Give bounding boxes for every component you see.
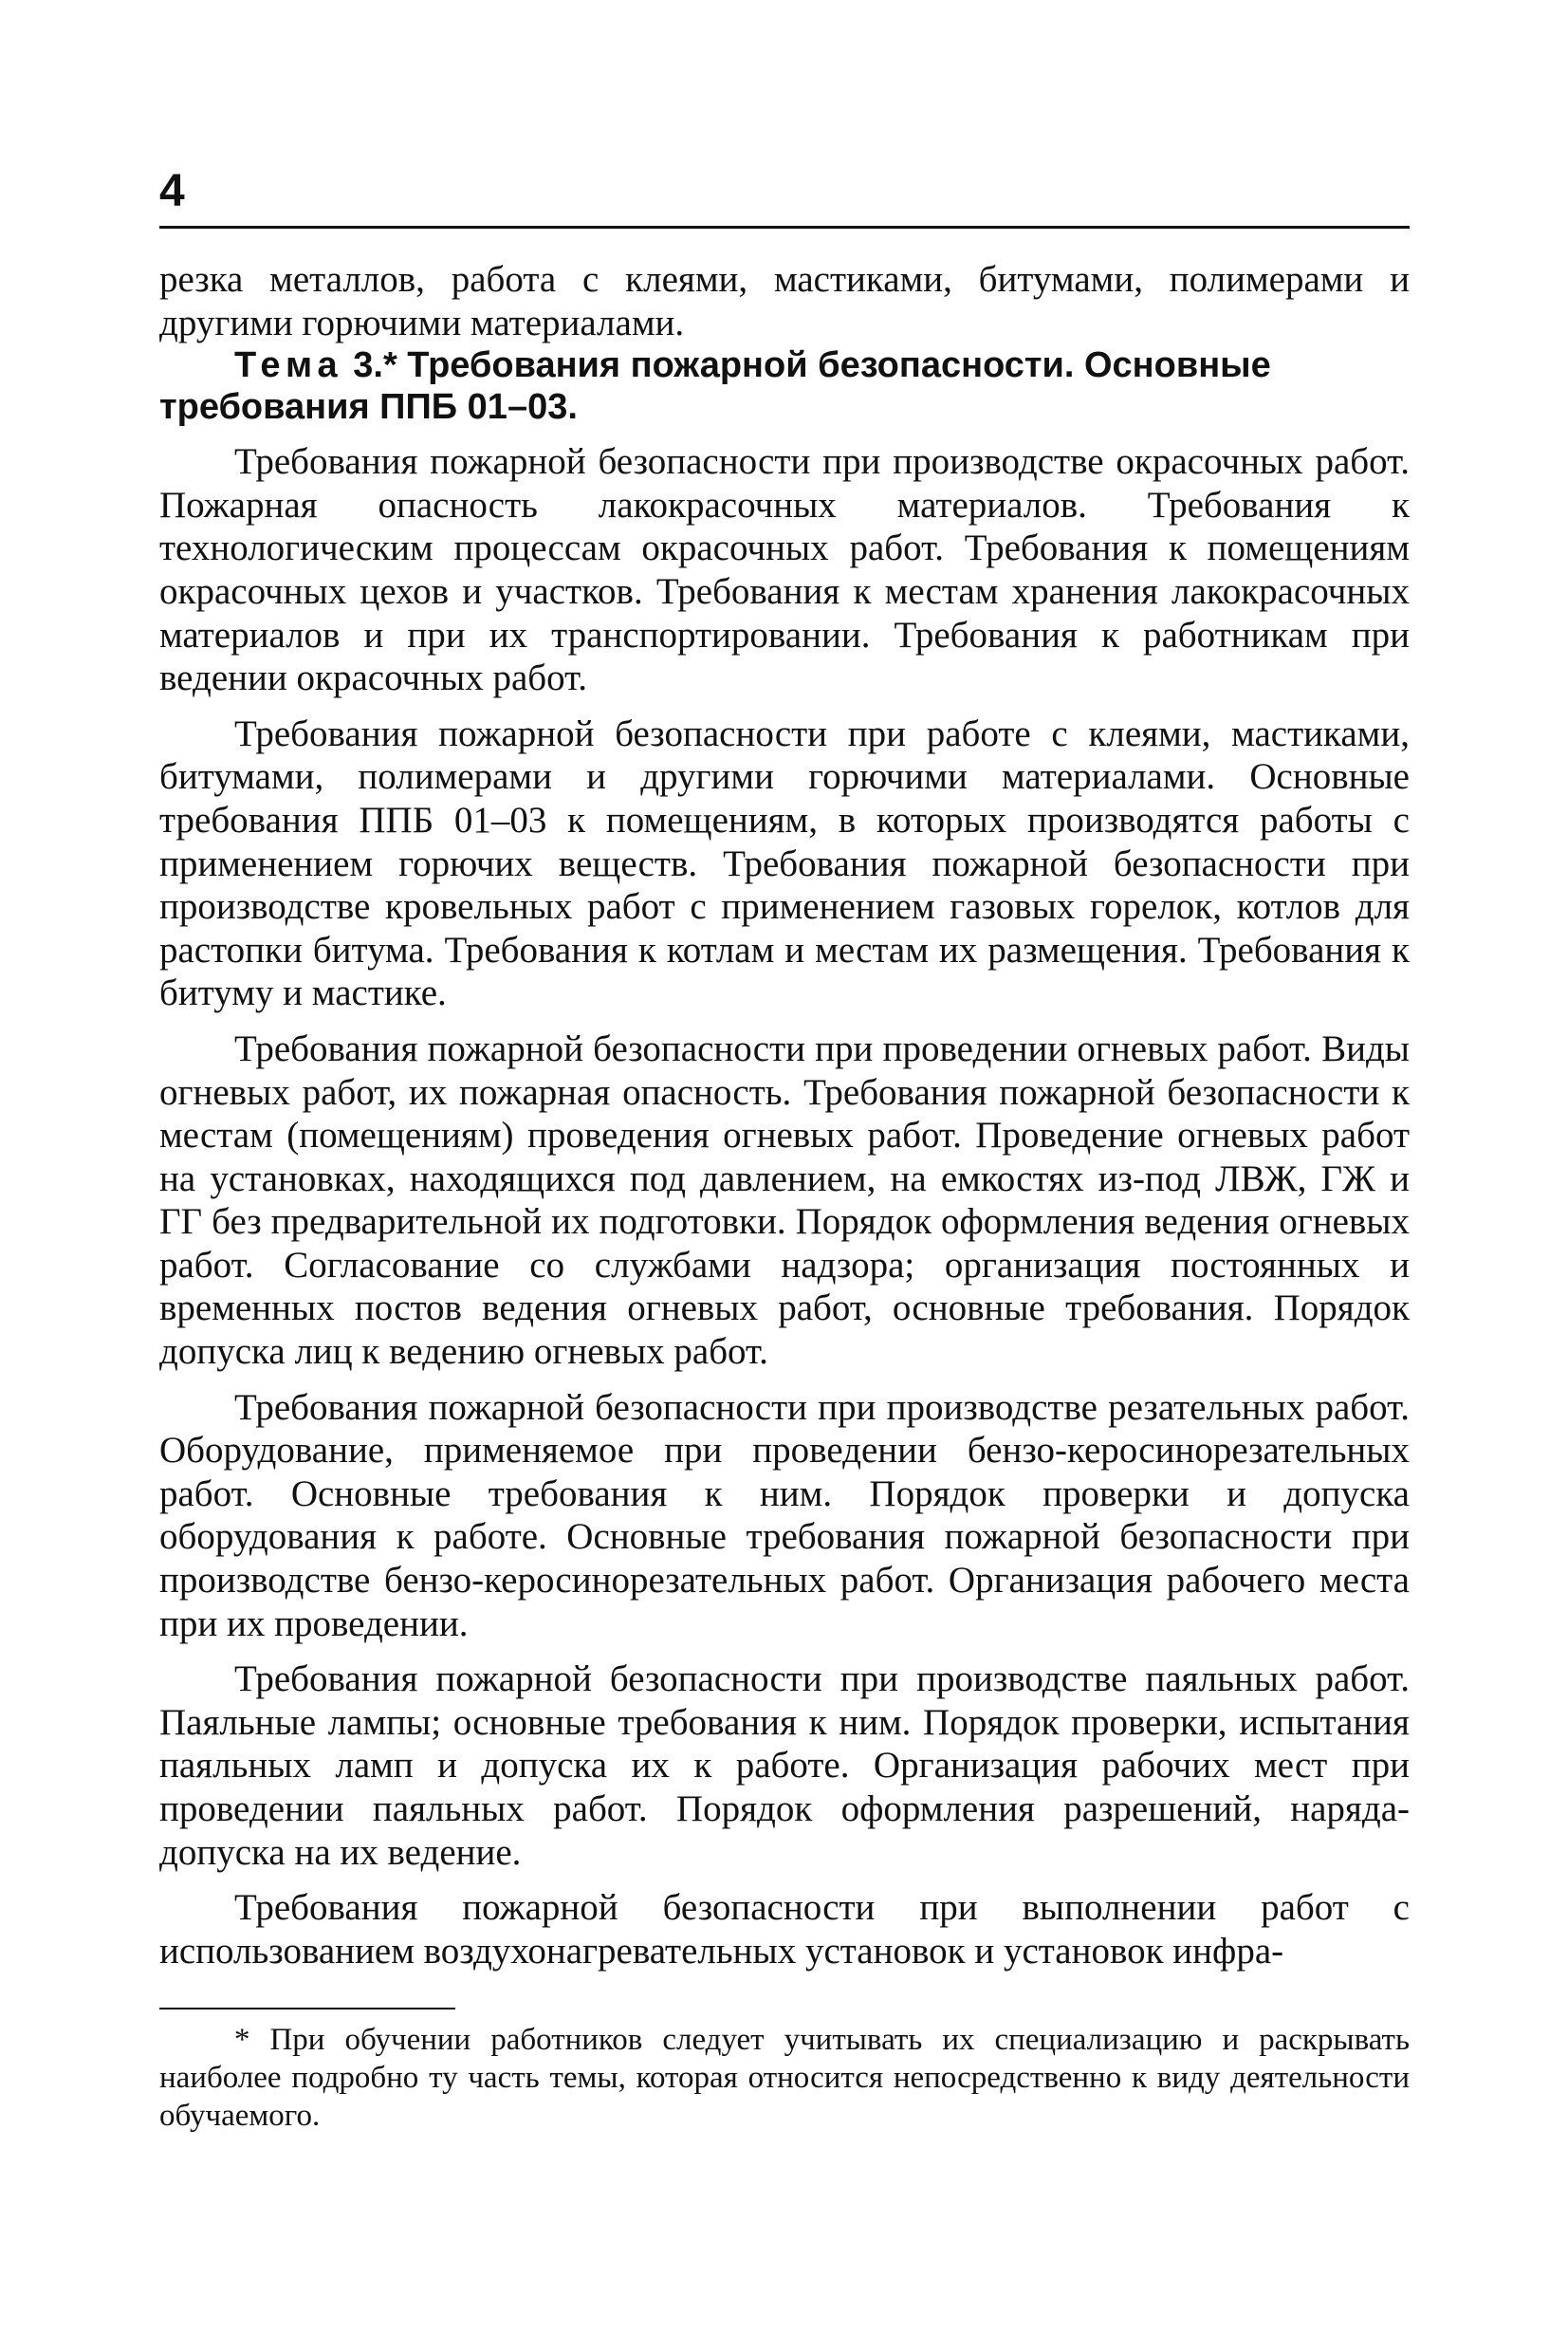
footnote: * При обучении работников следует учитывать их специализацию и раскрывать наиболее подробно ту часть темы, которая относится непосредственно к виду деятельности обучаемого. [159, 2023, 1410, 2133]
paragraph-adhesives-bitumen: Требования пожарной безопасности при работе с клеями, мастиками, битумами, полимерами и другими горючими материалами. Основные требования ППБ 01–03 к помещениям, в которых производятся работы с применением горючих веществ. Требования пожарной безопасности при производстве кровельных работ с применением газовых горелок, котлов для растопки битума. Требования к котлам и местам их размещения. Требования к битуму и мастике. [159, 713, 1410, 1014]
topic-label: Тема [234, 345, 343, 386]
paragraph-cutting-works: Требования пожарной безопасности при производстве резательных работ. Оборудование, применяемое при проведении бензо-керосинорезательных работ. Основные требования к ним. Порядок проверки и допуска оборудования к работе. Основные требования пожарной безопасности при производстве бензо-керосинорезательных работ. Организация рабочего места при их проведении. [159, 1386, 1410, 1644]
header-rule [159, 226, 1410, 229]
paragraph-air-heating-units: Требования пожарной безопасности при выполнении работ с использованием воздухонагревательных установок и установок инфра- [159, 1887, 1410, 1972]
page-number: 4 [159, 166, 185, 216]
body-text [159, 258, 1410, 1972]
footnote-rule [159, 2008, 455, 2009]
paragraph-soldering-works: Требования пожарной безопасности при производстве паяльных работ. Паяльные лампы; основные требования к ним. Порядок проверки, испытания паяльных ламп и допуска их к работе. Организация рабочих мест при проведении паяльных работ. Порядок оформления разрешений, наряда-допуска на их ведение. [159, 1658, 1410, 1873]
topic-title: Требования пожарной безопасности. Основные требования ППБ 01–03. [159, 345, 1271, 428]
topic-heading [159, 344, 1410, 428]
paragraph-painting-works: Требования пожарной безопасности при производстве окрасочных работ. Пожарная опасность лакокрасочных материалов. Требования к технологическим процессам окрасочных работ. Требования к помещениям окрасочных цехов и участков. Требования к местам хранения лакокрасочных материалов и при их транспортировании. Требования к работникам при ведении окрасочных работ. [159, 441, 1410, 699]
topic-number: 3.* [342, 345, 397, 386]
continuation-paragraph: резка металлов, работа с клеями, мастиками, битумами, полимерами и другими горючими материалами. [159, 259, 1410, 343]
paragraph-hot-works: Требования пожарной безопасности при проведении огневых работ. Виды огневых работ, их пожарная опасность. Требования пожарной безопасности к местам (помещениям) проведения огневых работ. Проведение огневых работ на установках, находящихся под давлением, на емкостях из-под ЛВЖ, ГЖ и ГГ без предварительной их подготовки. Порядок оформления ведения огневых работ. Согласование со службами надзора; организация постоянных и временных постов ведения огневых работ, основные требования. Порядок допуска лиц к ведению огневых работ. [159, 1028, 1410, 1373]
